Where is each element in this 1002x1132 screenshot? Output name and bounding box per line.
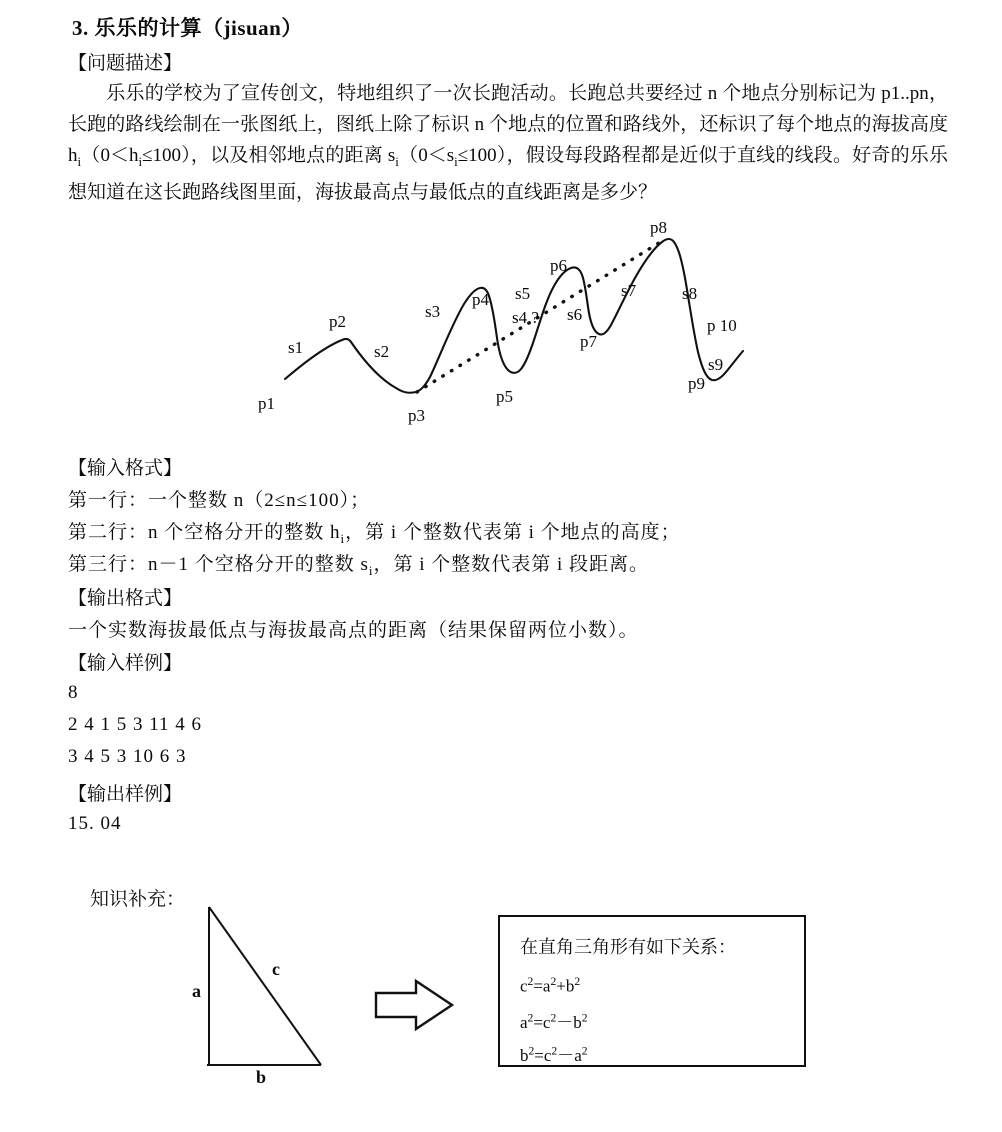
triangle-label-c: c (272, 959, 280, 979)
formula-2-lhs: a (520, 1013, 528, 1032)
diagram-label-p4: p4 (472, 290, 489, 309)
distance-dotted-line (417, 241, 662, 392)
diagram-label-p5: p5 (496, 387, 513, 406)
diagram-label-p7: p7 (580, 332, 597, 351)
input-sample-line-2: 2 4 1 5 3 11 4 6 (68, 714, 203, 735)
diagram-label-s4: s4 ? (512, 308, 539, 327)
output-sample-label: 【输出样例】 (68, 784, 183, 805)
formula-3-eq: =c (534, 1046, 552, 1065)
formula-2-plus: －b (556, 1013, 582, 1032)
input-line3-head: 第三行：n－1 个空格分开的整数 s (68, 554, 369, 575)
problem-text-part1: 乐乐的学校为了宣传创文，特地组织了一次长跑活动。长跑总共要经过 n 个地点分别标记为 p1..pn，长跑的路线绘制在一张图纸上，图纸上除了标识 n 个地点的位置和路线外，还标识了每个地点的海拔高度 h (68, 83, 948, 166)
input-line2-head: 第二行：n 个空格分开的整数 h (68, 522, 341, 543)
knowledge-supplement-label: 知识补充： (90, 889, 186, 910)
problem-description-text: 乐乐的学校为了宣传创文，特地组织了一次长跑活动。长跑总共要经过 n 个地点分别标记为 p1..pn，长跑的路线绘制在一张图纸上，图纸上除了标识 n 个地点的位置和路线外，还标识了每个地点的海拔高度 $h_i(0<h_i\le 100)$，以及相邻地点的距离 $s_i(0<s_i\le 100)$，假设每段路程都是近似于直线的线段。好奇的乐乐想知道在这长跑路线图里面，海拔最高点与最低点的直线距离是多少？ (68, 83, 948, 203)
diagram-label-s2: s2 (374, 342, 390, 361)
input-sample-line-1: 8 (68, 682, 79, 703)
formula-box-title: 在直角三角形有如下关系： (520, 937, 736, 957)
diagram-label-s3: s3 (425, 302, 441, 321)
formula-line-1: $c^2=a^2+b^2$ (520, 975, 581, 996)
route-diagram (250, 212, 780, 437)
right-triangle-svg (180, 895, 360, 1080)
page-title: 3. 乐乐的计算（jisuan） (72, 16, 303, 40)
formula-1-plus: +b (556, 976, 575, 996)
problem-description-label: 【问题描述】 (68, 53, 183, 74)
problem-text-part2: （0＜h (81, 145, 139, 166)
output-format-label: 【输出格式】 (68, 588, 183, 609)
triangle-hypotenuse (209, 907, 321, 1065)
formula-1-eq: =a (533, 976, 551, 996)
formula-1-lhs: c (520, 976, 528, 996)
formula-2-eq: =c (533, 1013, 551, 1032)
diagram-label-s1: s1 (288, 338, 304, 357)
input-line3-tail: ，第 i 个整数代表第 i 段距离。 (373, 554, 650, 575)
input-format-line-2: 第二行：n 个空格分开的整数 $h_i$，第 i 个整数代表第 i 个地点的高度； (68, 522, 681, 546)
formula-line-3: $b^2=c^2-a^2$ (520, 1044, 588, 1065)
formula-box (498, 915, 806, 1067)
diagram-label-s6: s6 (567, 305, 583, 324)
input-format-label: 【输入格式】 (68, 458, 183, 479)
right-arrow-svg (370, 975, 460, 1035)
triangle-label-b: b (256, 1067, 267, 1087)
arrow-outline (376, 981, 452, 1029)
right-triangle-figure (180, 895, 360, 1087)
diagram-label-p6: p6 (550, 256, 567, 275)
problem-text-part4: （0＜s (398, 145, 455, 166)
output-sample-line-1: 15. 04 (68, 813, 122, 834)
diagram-label-s5: s5 (515, 284, 531, 303)
diagram-label-p3: p3 (408, 406, 425, 425)
problem-text-part5: ≤100），假设每段路程都是近似于直线的线段。好奇的乐乐想知道在这长跑路线图里面，海拔最高点与最低点的直线距离是多少？ (68, 145, 948, 203)
diagram-label-s8: s8 (682, 284, 698, 303)
formula-3-lhs: b (520, 1046, 529, 1065)
problem-text-part3: ≤100），以及相邻地点的距离 s (142, 145, 396, 166)
triangle-label-a: a (192, 981, 201, 1001)
input-format-line-1: 第一行：一个整数 n（2≤n≤100）； (68, 490, 371, 511)
diagram-label-s7: s7 (621, 281, 637, 300)
formula-3-plus: －a (557, 1046, 582, 1065)
diagram-label-s9: s9 (708, 355, 724, 374)
formula-line-2: $a^2=c^2-b^2$ (520, 1011, 588, 1032)
input-line2-tail: ，第 i 个整数代表第 i 个地点的高度； (345, 522, 681, 543)
diagram-label-p2: p2 (329, 312, 346, 331)
input-sample-line-3: 3 4 5 3 10 6 3 (68, 746, 187, 767)
diagram-label-p8: p8 (650, 218, 667, 237)
right-arrow-icon (370, 975, 460, 1035)
diagram-label-p1: p1 (258, 394, 275, 413)
diagram-label-p10: p 10 (707, 316, 737, 335)
output-format-text: 一个实数海拔最低点与海拔最高点的距离（结果保留两位小数）。 (68, 620, 639, 641)
input-format-line-3: 第三行：n－1 个空格分开的整数 $s_i$，第 i 个整数代表第 i 段距离。 (68, 554, 650, 578)
diagram-label-p9: p9 (688, 374, 705, 393)
input-sample-label: 【输入样例】 (68, 653, 183, 674)
